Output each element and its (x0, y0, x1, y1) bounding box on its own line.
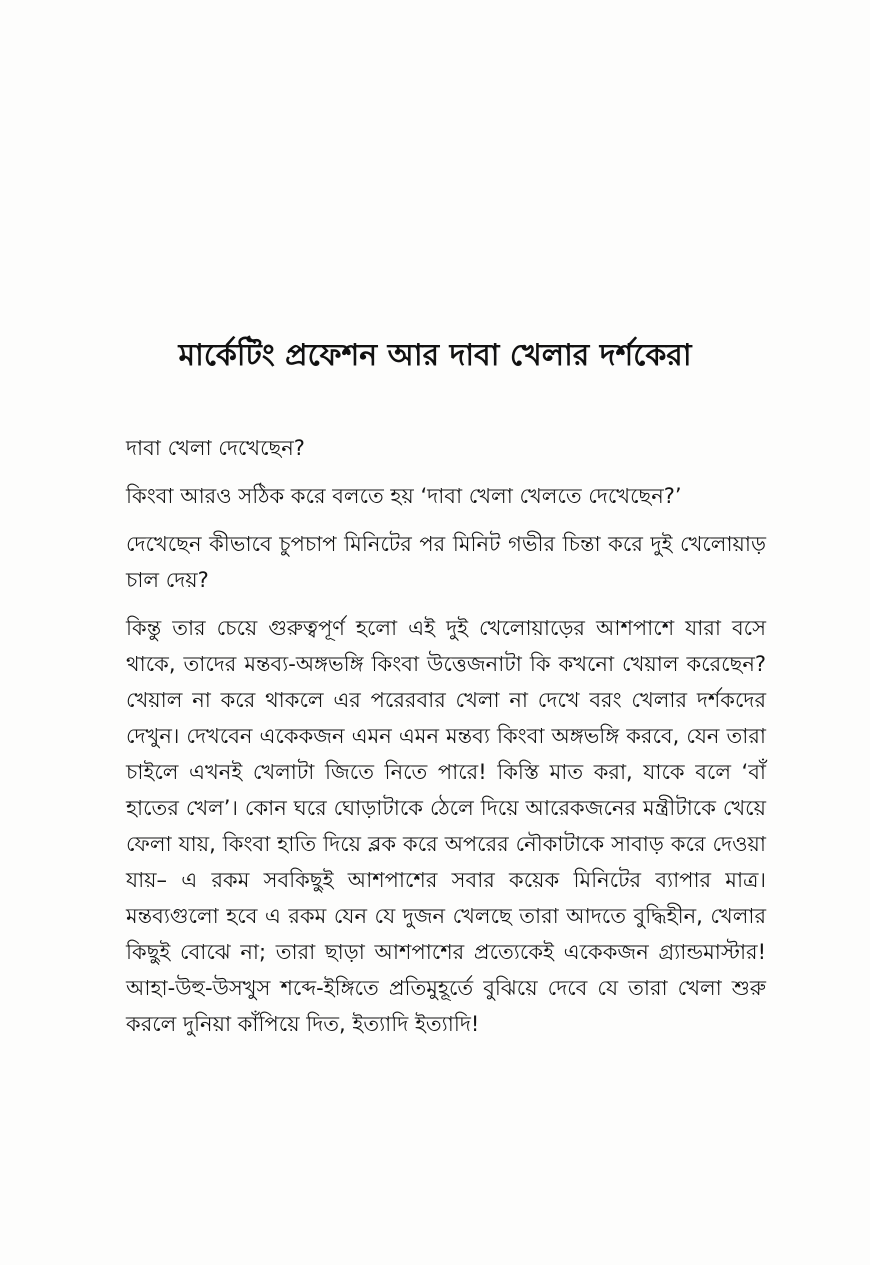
paragraph-2: কিংবা আরও সঠিক করে বলতে হয় ‘দাবা খেলা খেলতে দেখেছেন?’ (126, 484, 682, 508)
chapter-title: মার্কেটিং প্রফেশন আর দাবা খেলার দর্শকেরা (178, 338, 692, 373)
chapter-body (126, 430, 766, 1054)
paragraph-4: কিন্তু তার চেয়ে গুরুত্বপূর্ণ হলো এই দুই খেলোয়াড়ের আশপাশে যারা বসে থাকে, তাদের মন্তব্য-অঙ্গভঙ্গি কিংবা উত্তেজনাটা কি কখনো খেয়াল করেছেন? খেয়াল না করে থাকলে এর পরেরবার খেলা না দেখে বরং খেলার দর্শকদের দেখুন। দেখবেন একেকজন এমন এমন মন্তব্য কিংবা অঙ্গভঙ্গি করবে, যেন তারা চাইলে এখনই খেলাটা জিতে নিতে পারে! কিস্তি মাত করা, যাকে বলে ‘বাঁ হাতের খেল’। কোন ঘরে ঘোড়াটাকে ঠেলে দিয়ে আরেকজনের মন্ত্রীটাকে খেয়ে ফেলা যায়, কিংবা হাতি দিয়ে ব্লক করে অপরের নৌকাটাকে সাবাড় করে দেওয়া যায়– এ রকম সবকিছুই আশপাশের সবার কয়েক মিনিটের ব্যাপার মাত্র। মন্তব্যগুলো হবে এ রকম যেন যে দুজন খেলছে তারা আদতে বুদ্ধিহীন, খেলার কিছুই বোঝে না; তারা ছাড়া আশপাশের প্রত্যেকেই একেকজন গ্র্যান্ডমাস্টার! আহা-উহু-উসখুস শব্দে-ইঙ্গিতে প্রতিমুহূর্তে বুঝিয়ে দেবে যে তারা খেলা শুরু করলে দুনিয়া কাঁপিয়ে দিত, ইত্যাদি ইত্যাদি! (126, 616, 766, 1036)
paragraph-3: দেখেছেন কীভাবে চুপচাপ মিনিটের পর মিনিট গভীর চিন্তা করে দুই খেলোয়াড় চাল দেয়? (126, 532, 766, 592)
paragraph-1: দাবা খেলা দেখেছেন? (126, 436, 305, 460)
